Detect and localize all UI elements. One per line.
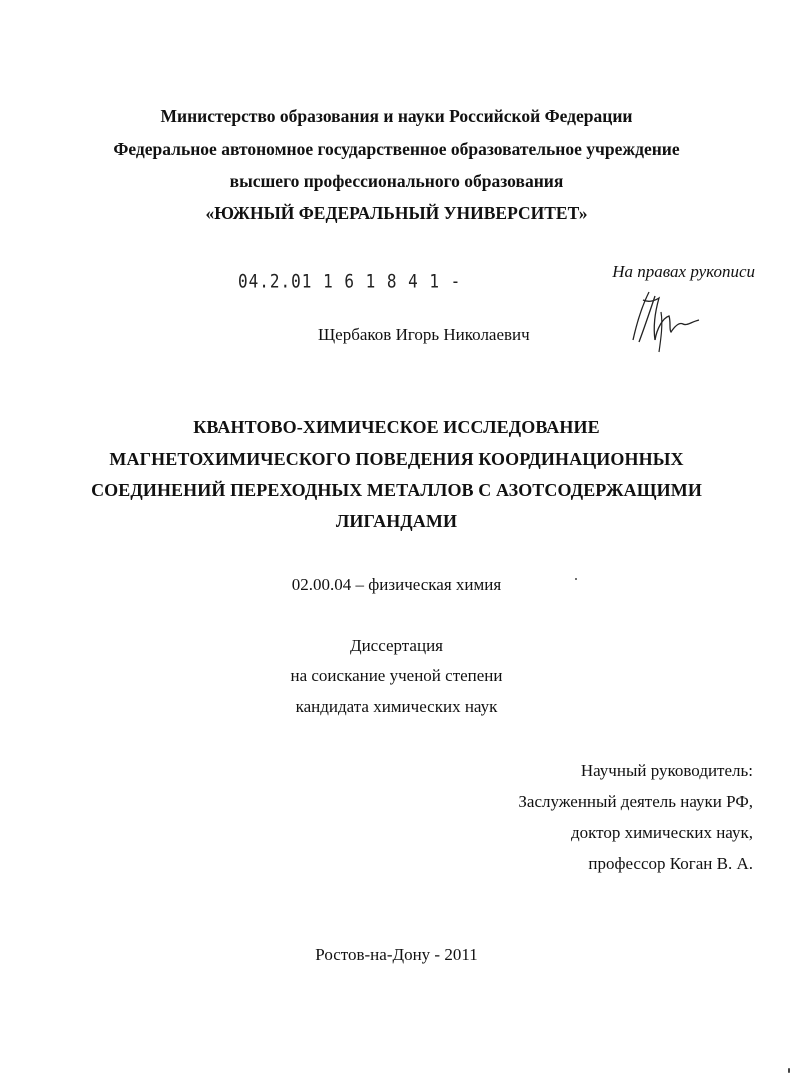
supervisor-name: профессор Коган В. А. bbox=[588, 854, 753, 873]
author-name: Щербаков Игорь Николаевич bbox=[318, 325, 530, 344]
supervisor-degree: доктор химических наук, bbox=[570, 823, 753, 842]
title-line-4: ЛИГАНДАМИ bbox=[335, 511, 458, 531]
document-type: Диссертация bbox=[349, 636, 443, 655]
scan-speck bbox=[575, 578, 577, 580]
city-year: Ростов-на-Дону - 2011 bbox=[315, 945, 478, 964]
title-line-3: СОЕДИНЕНИЙ ПЕРЕХОДНЫХ МЕТАЛЛОВ С АЗОТСОДЕРЖАЩИМИ bbox=[91, 480, 702, 500]
university-name: «ЮЖНЫЙ ФЕДЕРАЛЬНЫЙ УНИВЕРСИТЕТ» bbox=[205, 203, 588, 223]
institution-type-line: Федеральное автономное государственное образовательное учреждение bbox=[113, 139, 680, 159]
title-line-1: КВАНТОВО-ХИМИЧЕСКОЕ ИССЛЕДОВАНИЕ bbox=[193, 417, 600, 437]
title-line-2: МАГНЕТОХИМИЧЕСКОГО ПОВЕДЕНИЯ КООРДИНАЦИОННЫХ bbox=[109, 449, 684, 469]
manuscript-rights-note: На правах рукописи bbox=[612, 262, 755, 281]
registration-stamp-number: 04.2.01 1 6 1 8 4 1 - bbox=[238, 270, 462, 292]
ministry-line: Министерство образования и науки Российской Федерации bbox=[160, 106, 633, 126]
education-level-line: высшего профессионального образования bbox=[229, 171, 564, 191]
scan-edge-mark bbox=[788, 1068, 790, 1073]
degree-purpose: на соискание ученой степени bbox=[290, 666, 503, 685]
specialty-code: 02.00.04 – физическая химия bbox=[291, 575, 502, 594]
author-signature bbox=[625, 282, 705, 354]
supervisor-honor: Заслуженный деятель науки РФ, bbox=[518, 792, 753, 811]
degree-name: кандидата химических наук bbox=[295, 697, 498, 716]
supervisor-heading: Научный руководитель: bbox=[580, 761, 753, 780]
